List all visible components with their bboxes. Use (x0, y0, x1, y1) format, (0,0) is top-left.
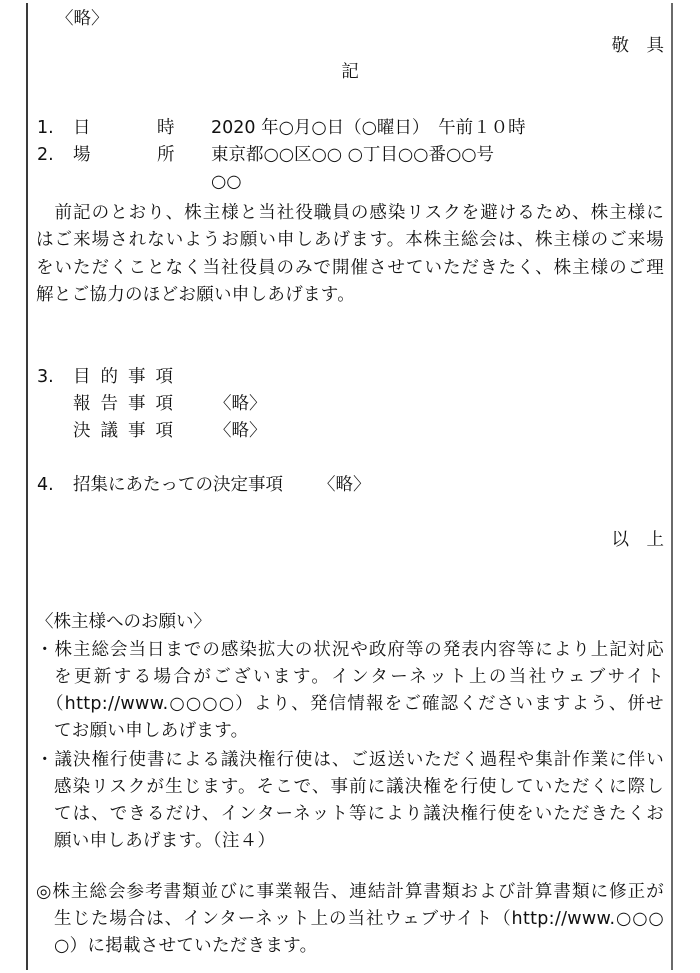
bullet-line: （http://www.○○○○）より、発信情報をご確認くださいますよう、併せ (46, 694, 664, 714)
agenda-title: 目的事項 (73, 367, 183, 387)
ki-heading: 記 (341, 62, 359, 82)
requests-heading: 〈株主様へのお願い〉 (36, 612, 211, 632)
decision-value: 〈略〉 (318, 475, 371, 495)
bullet-line: ては、できるだけ、インターネット等により議決権行使をいただきたくお (54, 804, 664, 824)
item-number: 2. (37, 145, 54, 165)
page-left-border (26, 3, 28, 970)
report-value: 〈略〉 (214, 394, 267, 414)
item-place-value-line2: ○○ (211, 172, 242, 192)
item-label: 所 (157, 145, 175, 165)
bullet-line: てお願い申しあげます。 (54, 721, 249, 741)
bullet-line: 願い申しあげます。（注４） (54, 831, 276, 851)
item-place-value: 東京都○○区○○ ○丁目○○番○○号 (211, 145, 494, 165)
resolution-value: 〈略〉 (214, 421, 267, 441)
item-number: 1. (37, 118, 54, 138)
item-date-value: 2020 年○月○日（○曜日） 午前１０時 (211, 118, 526, 138)
closing-salutation: 敬 具 (611, 36, 664, 56)
item-label: 場 (73, 145, 91, 165)
paragraph-line: はご来場されないようお願い申しあげます。本株主総会は、株主様のご来場 (36, 230, 664, 250)
paragraph-line: をいただくことなく当社役員のみで開催させていただきたく、株主様のご理 (36, 258, 664, 278)
correction-line: ○）に掲載させていただきます。 (54, 936, 318, 956)
bullet-line: ・議決権行使書による議決権行使は、ご返送いただく過程や集計作業に伴い (36, 750, 664, 770)
resolution-label: 決議事項 (73, 421, 183, 441)
decision-title: 招集にあたっての決定事項 (73, 475, 283, 495)
bullet-line: ・株主総会当日までの感染拡大の状況や政府等の発表内容等により上記対応 (36, 640, 664, 660)
item-label: 時 (157, 118, 175, 138)
bullet-line: を更新する場合がございます。インターネット上の当社ウェブサイト (54, 667, 664, 687)
bullet-line: 感染リスクが生じます。そこで、事前に議決権を行使していただくに際し (54, 777, 664, 797)
item-number: 3. (37, 367, 54, 387)
correction-line: ◎株主総会参考書類並びに事業報告、連結計算書類および計算書類に修正が (36, 882, 664, 902)
item-label: 日 (73, 118, 91, 138)
report-label: 報告事項 (73, 394, 183, 414)
item-number: 4. (37, 475, 54, 495)
correction-line: 生じた場合は、インターネット上の当社ウェブサイト（http://www.○○○ (54, 909, 664, 929)
page-right-border (671, 3, 673, 970)
end-mark: 以 上 (611, 530, 664, 550)
paragraph-line: 前記のとおり、株主様と当社役職員の感染リスクを避けるため、株主様に (36, 203, 664, 223)
paragraph-line: 解とご協力のほどお願い申しあげます。 (36, 285, 355, 305)
omitted-top-text: 〈略〉 (56, 9, 109, 29)
